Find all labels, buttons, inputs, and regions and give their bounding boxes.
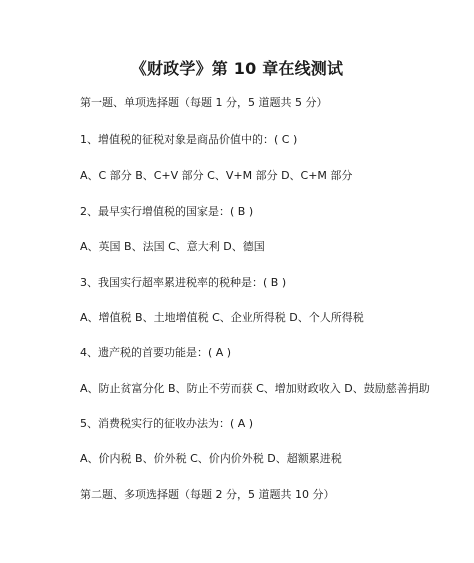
question-3-options: A、增值税 B、土地增值税 C、企业所得税 D、个人所得税: [80, 311, 364, 324]
question-4: 4、遗产税的首要功能是：( A ): [80, 346, 232, 359]
question-4-options: A、防止贫富分化 B、防止不劳而获 C、增加财政收入 D、鼓励慈善捐助: [80, 382, 430, 395]
section-heading-multi-choice: 第二题、多项选择题（每题 2 分，5 道题共 10 分）: [80, 488, 335, 501]
question-5: 5、消费税实行的征收办法为：( A ): [80, 417, 254, 430]
question-5-options: A、价内税 B、价外税 C、价内价外税 D、超额累进税: [80, 452, 342, 465]
question-3: 3、我国实行超率累进税率的税种是：( B ): [80, 276, 287, 289]
question-2: 2、最早实行增值税的国家是：( B ): [80, 205, 254, 218]
page-title: 《财政学》第 10 章在线测试: [130, 59, 344, 78]
question-2-options: A、英国 B、法国 C、意大利 D、德国: [80, 240, 265, 253]
section-heading-single-choice: 第一题、单项选择题（每题 1 分，5 道题共 5 分）: [80, 96, 328, 109]
question-1-options: A、C 部分 B、C+V 部分 C、V+M 部分 D、C+M 部分: [80, 169, 353, 182]
question-1: 1、增值税的征税对象是商品价值中的：( C ): [80, 133, 298, 146]
